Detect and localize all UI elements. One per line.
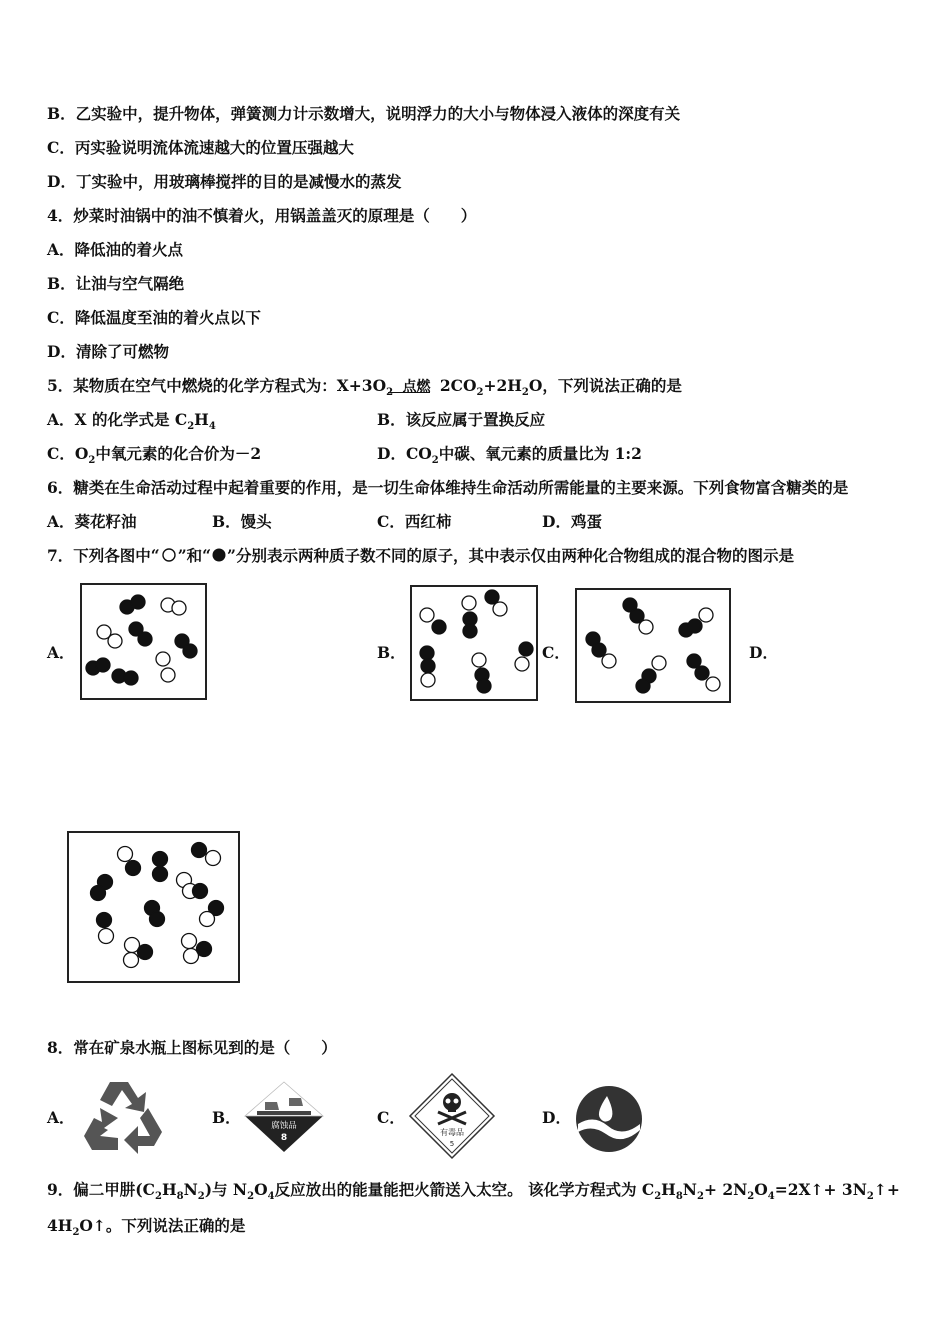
q7-label-b: B． bbox=[377, 643, 406, 662]
q7-diagram-a bbox=[80, 583, 207, 700]
q7-diagram-c-molecules bbox=[577, 590, 729, 701]
q4-option-a: A．降低油的着火点 bbox=[47, 240, 184, 259]
q7-label-d: D． bbox=[749, 643, 778, 662]
q8-label-a: A． bbox=[47, 1108, 75, 1127]
toxic-sign-number: 5 bbox=[449, 1140, 455, 1148]
q3-option-d: D．丁实验中，用玻璃棒搅拌的目的是减慢水的蒸发 bbox=[47, 172, 402, 191]
white-atom-icon bbox=[160, 548, 178, 562]
q4-option-b: B．让油与空气隔绝 bbox=[47, 274, 185, 293]
q7-label-a: A． bbox=[47, 643, 75, 662]
q5-option-d: D．$CO_2$中碳、氧元素的质量比为 1:2 bbox=[377, 444, 642, 467]
q6-option-d: D．鸡蛋 bbox=[542, 512, 602, 531]
corrosive-sign-icon bbox=[243, 1080, 325, 1152]
q9-stem-line1: 9．偏二甲肼$(C_2H_8N_2)$与 $N_2O_4$反应放出的能量能把火箭送入太空。 该化学方程式为 $C_2H_8N_2+$ $2N_2O_4=2X↑+$ $3N_2↑+$ bbox=[47, 1180, 900, 1203]
q8-label-b: B． bbox=[212, 1108, 241, 1127]
corrosive-sign-label: 腐蚀品 bbox=[271, 1121, 297, 1131]
q7-label-c: C． bbox=[542, 643, 570, 662]
q5-option-c: C．$O_2$中氧元素的化合价为－2 bbox=[47, 444, 262, 467]
toxic-sign-icon bbox=[408, 1072, 496, 1160]
q7-stem: 7．下列各图中“ ”和“ ”分别表示两种质子数不同的原子，其中表示仅由两种化合物组成的混合物的图示是 bbox=[47, 546, 794, 565]
q7-diagram-a-molecules bbox=[82, 585, 205, 698]
q7-diagram-d-molecules bbox=[69, 833, 238, 981]
q5-option-a: A．X 的化学式是 $C_2H_4$ bbox=[47, 410, 216, 433]
q7-diagram-b-molecules bbox=[412, 587, 536, 699]
q3-option-b: B．乙实验中，提升物体，弹簧测力计示数增大，说明浮力的大小与物体浸入液体的深度有关 bbox=[47, 104, 681, 123]
q6-option-b: B．馒头 bbox=[212, 512, 272, 531]
q4-stem: 4．炒菜时油锅中的油不慎着火，用锅盖盖灭的原理是（ ） bbox=[47, 206, 477, 225]
q6-option-c: C．西红柿 bbox=[377, 512, 452, 531]
recycle-icon bbox=[78, 1078, 168, 1156]
q5-option-b: B．该反应属于置换反应 bbox=[377, 410, 546, 429]
q4-option-d: D．清除了可燃物 bbox=[47, 342, 169, 361]
water-saving-icon bbox=[574, 1084, 644, 1154]
q8-stem: 8．常在矿泉水瓶上图标见到的是（ ） bbox=[47, 1038, 337, 1057]
black-atom-icon bbox=[211, 548, 227, 562]
toxic-sign-label: 有毒品 bbox=[440, 1128, 464, 1137]
q4-option-c: C．降低温度至油的着火点以下 bbox=[47, 308, 261, 327]
q5-stem: 5．某物质在空气中燃烧的化学方程式为：$X+3O_2$ 点燃 $2CO_2+2H_2O$，下列说法正确的是 bbox=[47, 376, 682, 399]
q6-option-a: A．葵花籽油 bbox=[47, 512, 137, 531]
q5-condition: 点燃 bbox=[402, 379, 431, 395]
q7-diagram-c bbox=[575, 588, 731, 703]
q7-diagram-d bbox=[67, 831, 240, 983]
corrosive-sign-number: 8 bbox=[280, 1133, 288, 1143]
q8-label-d: D． bbox=[542, 1108, 571, 1127]
q3-option-c: C．丙实验说明流体流速越大的位置压强越大 bbox=[47, 138, 354, 157]
q8-label-c: C． bbox=[377, 1108, 405, 1127]
q6-stem: 6．糖类在生命活动过程中起着重要的作用，是一切生命体维持生命活动所需能量的主要来源。下列食物富含糖类的是 bbox=[47, 478, 849, 497]
q9-stem-line2: $4H_2O↑$。下列说法正确的是 bbox=[47, 1216, 246, 1239]
q7-diagram-b bbox=[410, 585, 538, 701]
